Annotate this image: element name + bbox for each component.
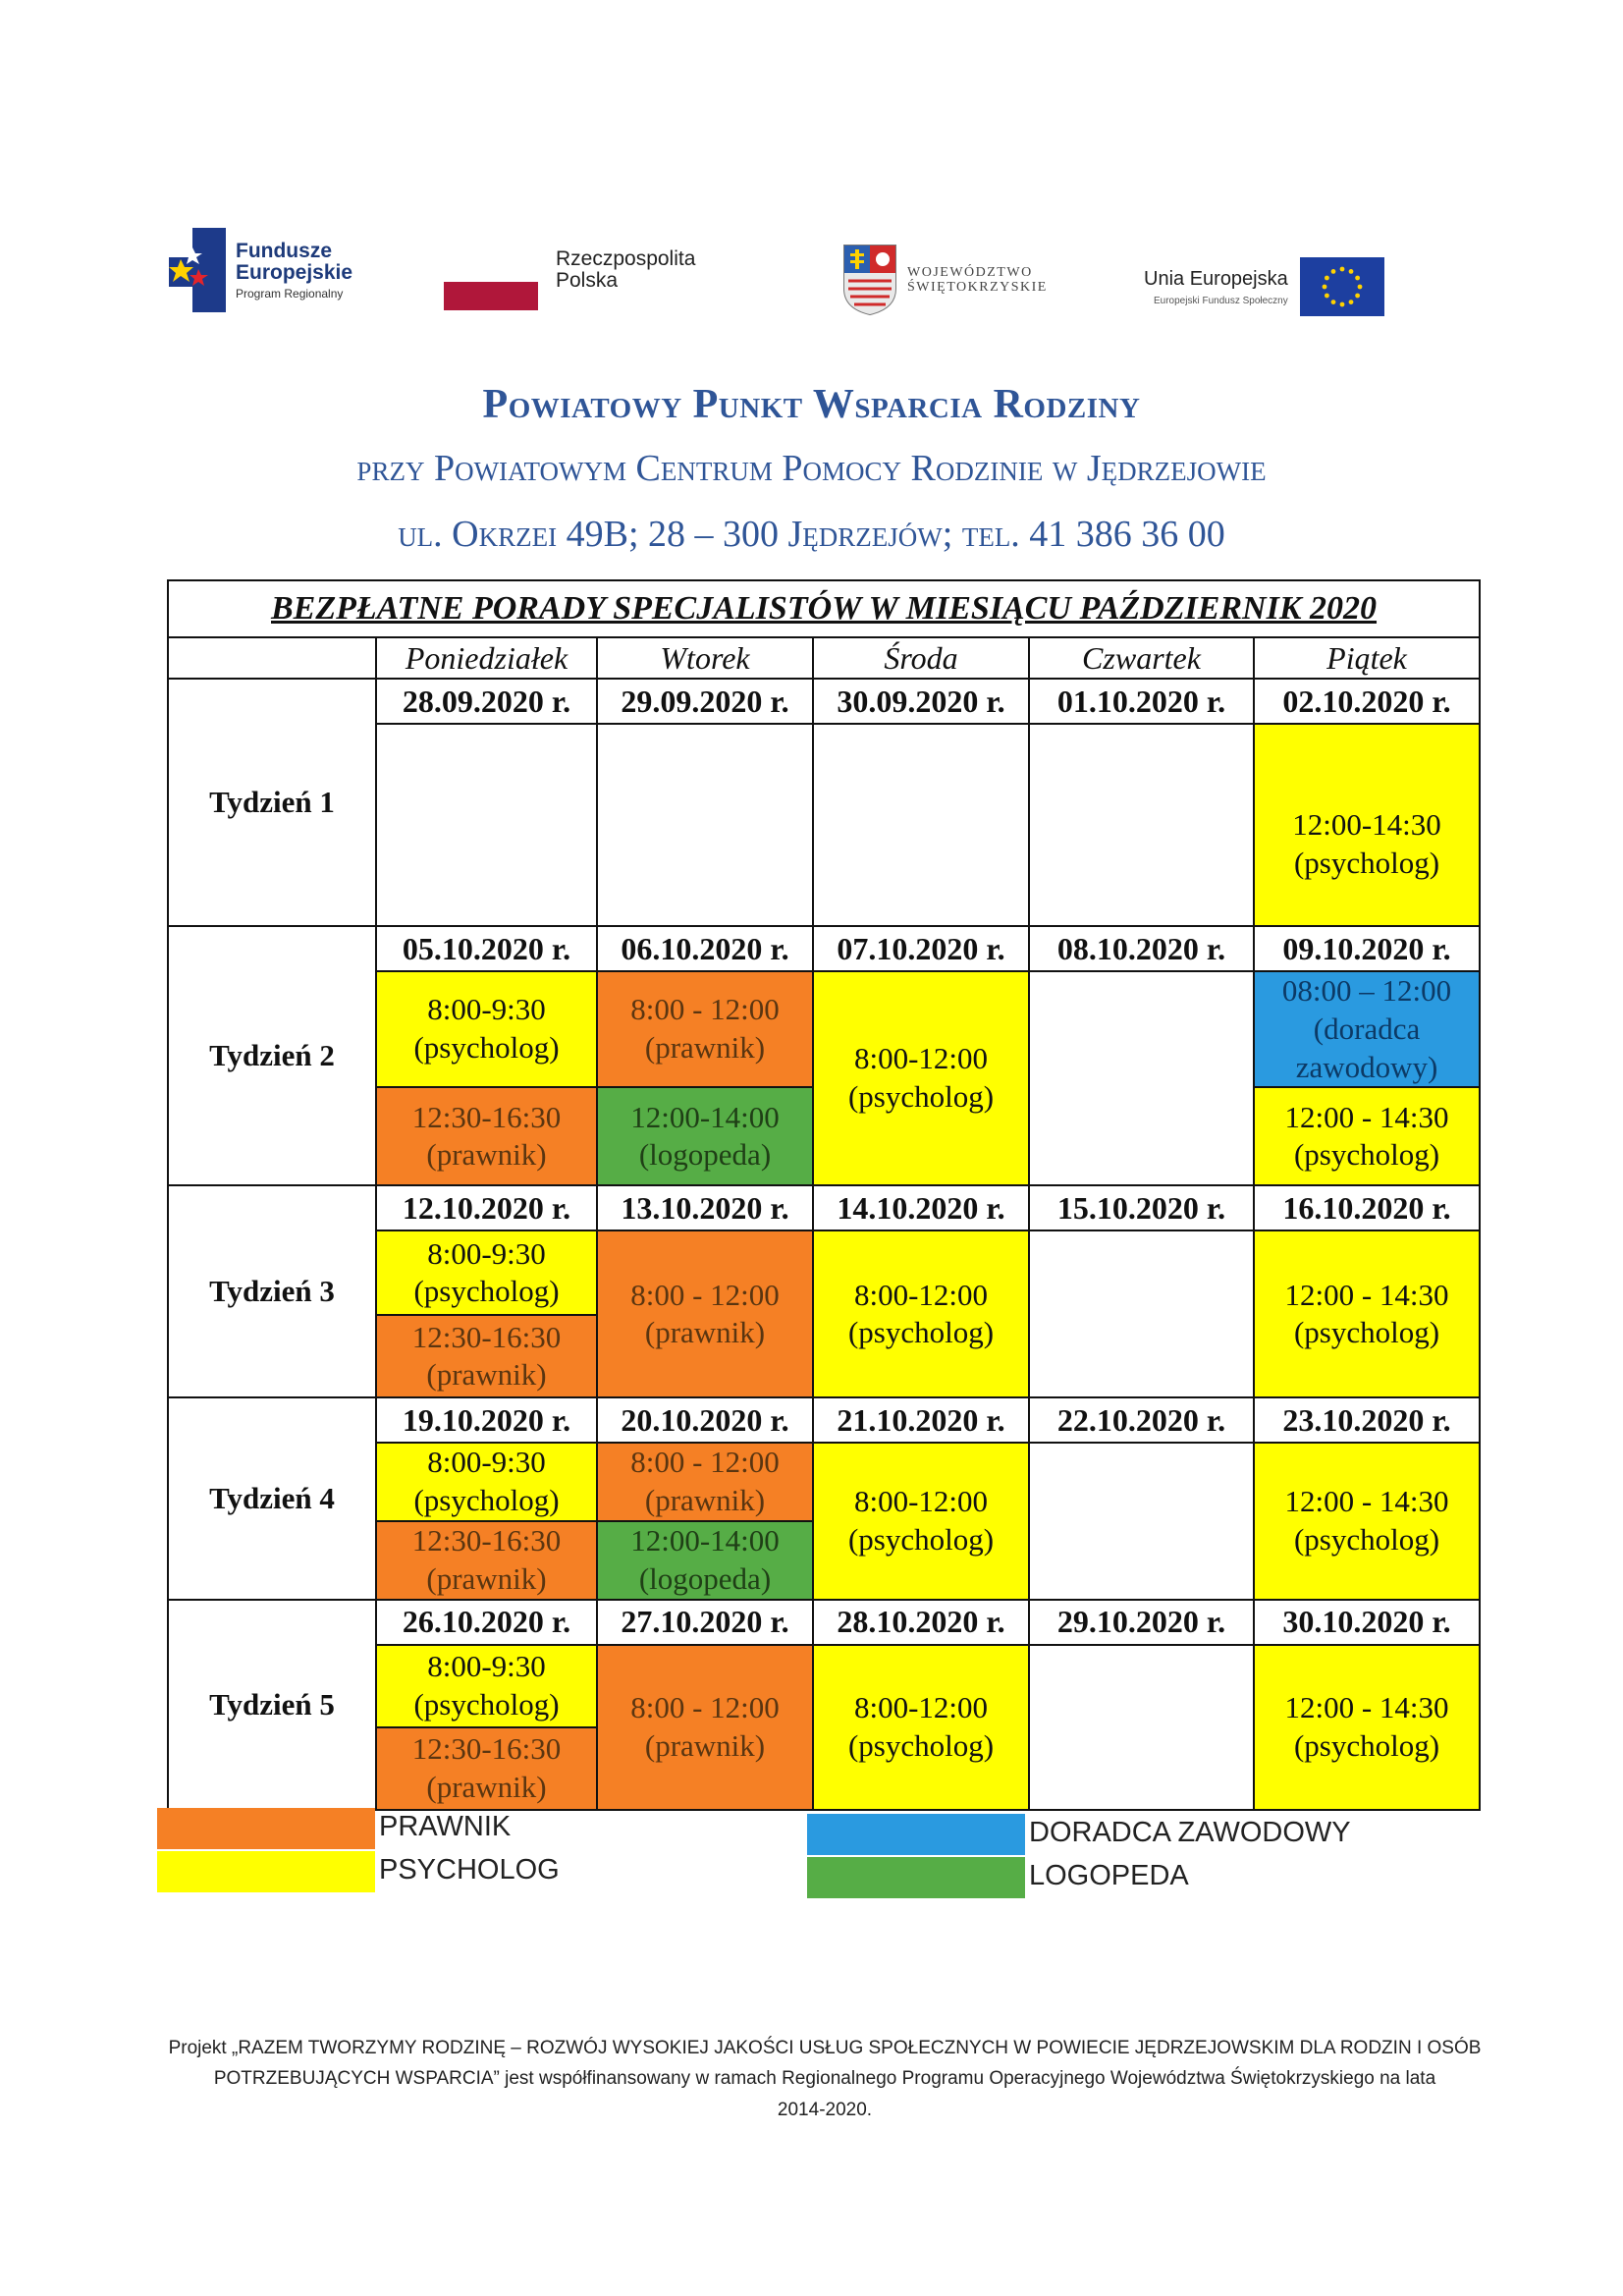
empty-slot: [1029, 971, 1254, 1185]
schedule-table: [167, 579, 1481, 1811]
logo-rzeczpospolita-polska: [444, 246, 696, 310]
fundusze-line1: Fundusze: [236, 239, 332, 262]
week-label: Tydzień 4: [168, 1397, 376, 1600]
logopeda-slot: 12:00-14:00 (logopeda): [597, 1087, 813, 1185]
legend-psycholog-label: PSYCHOLOG: [379, 1854, 560, 1886]
legend-logopeda-swatch: [807, 1857, 1025, 1898]
wojewodztwo-line2: ŚWIĘTOKRZYSKIE: [907, 280, 1048, 295]
psycholog-slot: 12:00 - 14:30 (psycholog): [1254, 1443, 1480, 1600]
date-cell: 08.10.2020 r.: [1029, 926, 1254, 971]
ue-line2: Europejski Fundusz Społeczny: [1154, 295, 1288, 306]
day-header: Wtorek: [597, 637, 813, 679]
corner-cell: [168, 637, 376, 679]
empty-slot: [1029, 1443, 1254, 1600]
prawnik-slot: 12:30-16:30 (prawnik): [376, 1315, 597, 1397]
date-cell: 02.10.2020 r.: [1254, 679, 1480, 724]
week-label: Tydzień 2: [168, 926, 376, 1185]
empty-slot: [597, 724, 813, 926]
date-cell: 09.10.2020 r.: [1254, 926, 1480, 971]
doradca-slot: 08:00 – 12:00 (doradca zawodowy): [1254, 971, 1480, 1087]
date-cell: 05.10.2020 r.: [376, 926, 597, 971]
date-cell: 12.10.2020 r.: [376, 1185, 597, 1230]
date-cell: 14.10.2020 r.: [813, 1185, 1029, 1230]
prawnik-slot: 12:30-16:30 (prawnik): [376, 1521, 597, 1600]
psycholog-slot: 8:00-12:00 (psycholog): [813, 1230, 1029, 1397]
date-cell: 28.09.2020 r.: [376, 679, 597, 724]
prawnik-slot: 8:00 - 12:00 (prawnik): [597, 971, 813, 1087]
empty-slot: [1029, 1645, 1254, 1810]
date-cell: 01.10.2020 r.: [1029, 679, 1254, 724]
legend-prawnik-label: PRAWNIK: [379, 1811, 512, 1842]
fundusze-line3: Program Regionalny: [236, 286, 344, 301]
polish-flag-icon: [444, 253, 538, 310]
page-title: Powiatowy Punkt Wsparcia Rodziny: [482, 382, 1141, 427]
date-cell: 30.09.2020 r.: [813, 679, 1029, 724]
prawnik-slot: 12:30-16:30 (prawnik): [376, 1087, 597, 1185]
date-cell: 29.10.2020 r.: [1029, 1600, 1254, 1645]
psycholog-slot: 12:00 - 14:30 (psycholog): [1254, 1087, 1480, 1185]
psycholog-slot: 8:00-12:00 (psycholog): [813, 971, 1029, 1185]
psycholog-slot: 8:00-9:30 (psycholog): [376, 1443, 597, 1521]
coat-of-arms-icon: [842, 244, 897, 316]
legend-logopeda-label: LOGOPEDA: [1029, 1860, 1189, 1891]
prawnik-slot: 8:00 - 12:00 (prawnik): [597, 1230, 813, 1397]
date-cell: 28.10.2020 r.: [813, 1600, 1029, 1645]
footer-line3: 2014-2020.: [777, 2099, 873, 2120]
legend-prawnik-swatch: [157, 1808, 375, 1849]
empty-slot: [376, 724, 597, 926]
schedule-title: BEZPŁATNE PORADY SPECJALISTÓW W MIESIĄCU PAŹDZIERNIK 2020: [168, 580, 1480, 637]
week-label: Tydzień 3: [168, 1185, 376, 1397]
eu-flag-icon: [1300, 257, 1384, 316]
legend-doradca-label: DORADCA ZAWODOWY: [1029, 1817, 1351, 1848]
day-header: Czwartek: [1029, 637, 1254, 679]
date-cell: 21.10.2020 r.: [813, 1397, 1029, 1443]
date-cell: 15.10.2020 r.: [1029, 1185, 1254, 1230]
day-header: Środa: [813, 637, 1029, 679]
date-cell: 06.10.2020 r.: [597, 926, 813, 971]
logo-wojewodztwo-swietokrzyskie: [842, 244, 1048, 316]
empty-slot: [813, 724, 1029, 926]
date-cell: 19.10.2020 r.: [376, 1397, 597, 1443]
psycholog-slot: 8:00-9:30 (psycholog): [376, 1230, 597, 1315]
page-address: ul. Okrzei 49B; 28 – 300 Jędrzejów; tel. 41 386 36 00: [398, 514, 1225, 555]
empty-slot: [1029, 724, 1254, 926]
rp-line2: Polska: [556, 269, 619, 292]
date-cell: 30.10.2020 r.: [1254, 1600, 1480, 1645]
date-cell: 20.10.2020 r.: [597, 1397, 813, 1443]
date-cell: 07.10.2020 r.: [813, 926, 1029, 971]
date-cell: 27.10.2020 r.: [597, 1600, 813, 1645]
legend-doradca-swatch: [807, 1814, 1025, 1855]
prawnik-slot: 12:30-16:30 (prawnik): [376, 1727, 597, 1810]
empty-slot: [1029, 1230, 1254, 1397]
psycholog-slot: 8:00-12:00 (psycholog): [813, 1645, 1029, 1810]
legend-psycholog-swatch: [157, 1851, 375, 1892]
psycholog-slot: 12:00 - 14:30 (psycholog): [1254, 1230, 1480, 1397]
wojewodztwo-line1: WOJEWÓDZTWO: [907, 264, 1033, 280]
project-footer: [147, 2033, 1502, 2125]
fundusze-europejskie-icon: [169, 228, 226, 312]
page-subtitle: przy Powiatowym Centrum Pomocy Rodzinie w Jędrzejowie: [356, 448, 1267, 489]
rp-line1: Rzeczpospolita: [556, 246, 696, 270]
psycholog-slot: 12:00-14:30 (psycholog): [1254, 724, 1480, 926]
fundusze-line2: Europejskie: [236, 260, 353, 284]
footer-line2: POTRZEBUJĄCYCH WSPARCIA” jest współfinansowany w ramach Regionalnego Programu Operacyjnego Województwa Świętokrzyskiego na lata: [213, 2068, 1436, 2090]
logo-unia-europejska: [1144, 257, 1384, 316]
date-cell: 16.10.2020 r.: [1254, 1185, 1480, 1230]
logo-fundusze-europejskie: [169, 228, 352, 312]
date-cell: 13.10.2020 r.: [597, 1185, 813, 1230]
psycholog-slot: 8:00-12:00 (psycholog): [813, 1443, 1029, 1600]
prawnik-slot: 8:00 - 12:00 (prawnik): [597, 1645, 813, 1810]
day-header: Piątek: [1254, 637, 1480, 679]
ue-line1: Unia Europejska: [1144, 267, 1288, 290]
prawnik-slot: 8:00 - 12:00 (prawnik): [597, 1443, 813, 1521]
psycholog-slot: 8:00-9:30 (psycholog): [376, 971, 597, 1087]
psycholog-slot: 8:00-9:30 (psycholog): [376, 1645, 597, 1727]
date-cell: 26.10.2020 r.: [376, 1600, 597, 1645]
psycholog-slot: 12:00 - 14:30 (psycholog): [1254, 1645, 1480, 1810]
day-header: Poniedziałek: [376, 637, 597, 679]
logopeda-slot: 12:00-14:00 (logopeda): [597, 1521, 813, 1600]
footer-line1: Projekt „RAZEM TWORZYMY RODZINĘ – ROZWÓJ WYSOKIEJ JAKOŚCI USŁUG SPOŁECZNYCH W POWIECIE JĘDRZEJOWSKIM DLA RODZIN I OSÓB: [168, 2038, 1482, 2058]
date-cell: 29.09.2020 r.: [597, 679, 813, 724]
date-cell: 22.10.2020 r.: [1029, 1397, 1254, 1443]
week-label: Tydzień 5: [168, 1600, 376, 1810]
week-label: Tydzień 1: [168, 679, 376, 926]
date-cell: 23.10.2020 r.: [1254, 1397, 1480, 1443]
